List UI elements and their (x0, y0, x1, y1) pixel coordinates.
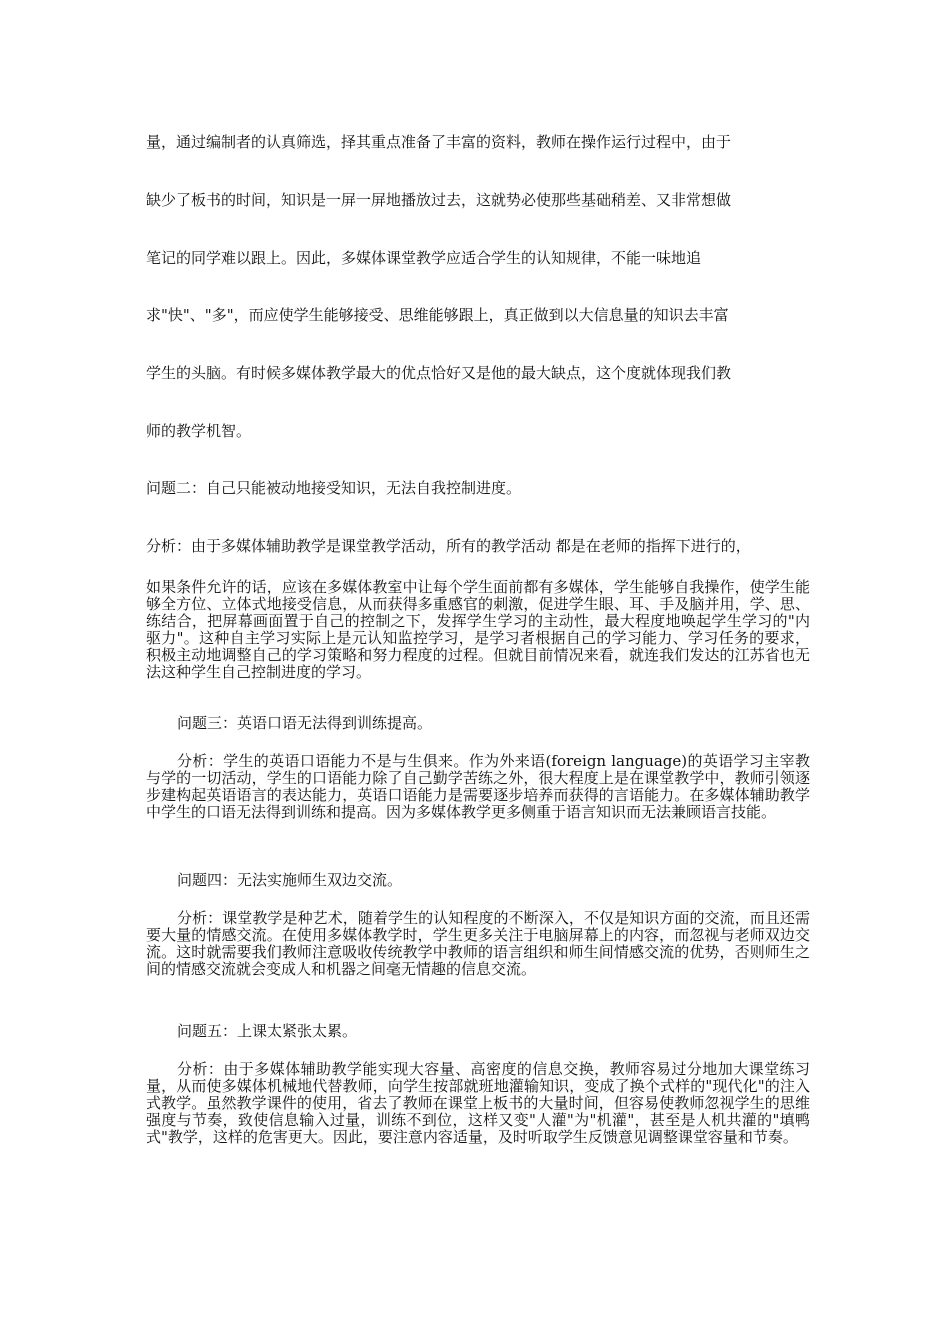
intro-line-2: 缺少了板书的时间，知识是一屏一屏地播放过去，这就势必使那些基础稍差、又非常想做 (146, 191, 732, 209)
question-3-heading: 问题三：英语口语无法得到训练提高。 (177, 714, 433, 732)
question-4-heading: 问题四：无法实施师生双边交流。 (177, 871, 403, 889)
question-5-heading: 问题五：上课太紧张太累。 (177, 1022, 358, 1040)
intro-line-5: 学生的头脑。有时候多媒体教学最大的优点恰好又是他的最大缺点，这个度就体现我们教 (146, 364, 732, 382)
question-2-heading: 问题二：自己只能被动地接受知识，无法自我控制进度。 (146, 479, 522, 497)
question-4-analysis: 分析：课堂教学是种艺术，随着学生的认知程度的不断深入，不仅是知识方面的交流，而且还需要大量的情感交流。在使用多媒体教学时，学生更多关注于电脑屏幕上的内容，而忽视与老师双边交流。这时就需要我们教师注意吸收传统教学中教师的语言组织和师生间情感交流的优势，否则师生之间的情感交流就会变成人和机器之间毫无情趣的信息交流。 (146, 909, 810, 978)
question-5-analysis: 分析：由于多媒体辅助教学能实现大容量、高密度的信息交换，教师容易过分地加大课堂练习量，从而使多媒体机械地代替教师，向学生按部就班地灌输知识，变成了换个式样的"现代化"的注入式教学。虽然教学课件的使用，省去了教师在课堂上板书的大量时间，但容易使教师忽视学生的思维强度与节奏，致使信息输入过量，训练不到位，这样又变"人灌"为"机灌"，甚至是人机共灌的"填鸭式"教学，这样的危害更大。因此，要注意内容适量，及时听取学生反馈意见调整课堂容量和节奏。 (146, 1060, 810, 1146)
intro-line-4: 求"快"、"多"，而应使学生能够接受、思维能够跟上，真正做到以大信息量的知识去丰富 (146, 306, 729, 324)
intro-line-6: 师的教学机智。 (146, 422, 252, 440)
question-2-analysis-line: 分析：由于多媒体辅助教学是课堂教学活动，所有的教学活动 都是在老师的指挥下进行的， (146, 537, 751, 555)
question-3-analysis: 分析：学生的英语口语能力不是与生俱来。作为外来语(foreign language)的英语学习主宰教与学的一切活动，学生的口语能力除了自己勤学苦练之外，很大程度上是在课堂教学中，教师引领逐步建构起英语语言的表达能力，英语口语能力是需要逐步培养而获得的言语能力。在多媒体辅助教学中学生的口语无法得到训练和提高。因为多媒体教学更多侧重于语言知识而无法兼顾语言技能。 (146, 752, 810, 821)
question-2-analysis-body: 如果条件允许的话，应该在多媒体教室中让每个学生面前都有多媒体，学生能够自我操作，使学生能够全方位、立体式地接受信息，从而获得多重感官的刺激，促进学生眼、耳、手及脑并用，学、思、练结合，把屏幕画面置于自己的控制之下，发挥学生学习的主动性，最大程度地唤起学生学习的"内驱力"。这种自主学习实际上是元认知监控学习，是学习者根据自己的学习能力、学习任务的要求，积极主动地调整自己的学习策略和努力程度的过程。但就目前情况来看，就连我们发达的江苏省也无法这种学生自己控制进度的学习。 (146, 578, 810, 681)
intro-line-1: 量，通过编制者的认真筛选，择其重点准备了丰富的资料，教师在操作运行过程中，由于 (146, 133, 732, 151)
intro-line-3: 笔记的同学难以跟上。因此，多媒体课堂教学应适合学生的认知规律，不能一味地追 (146, 249, 702, 267)
